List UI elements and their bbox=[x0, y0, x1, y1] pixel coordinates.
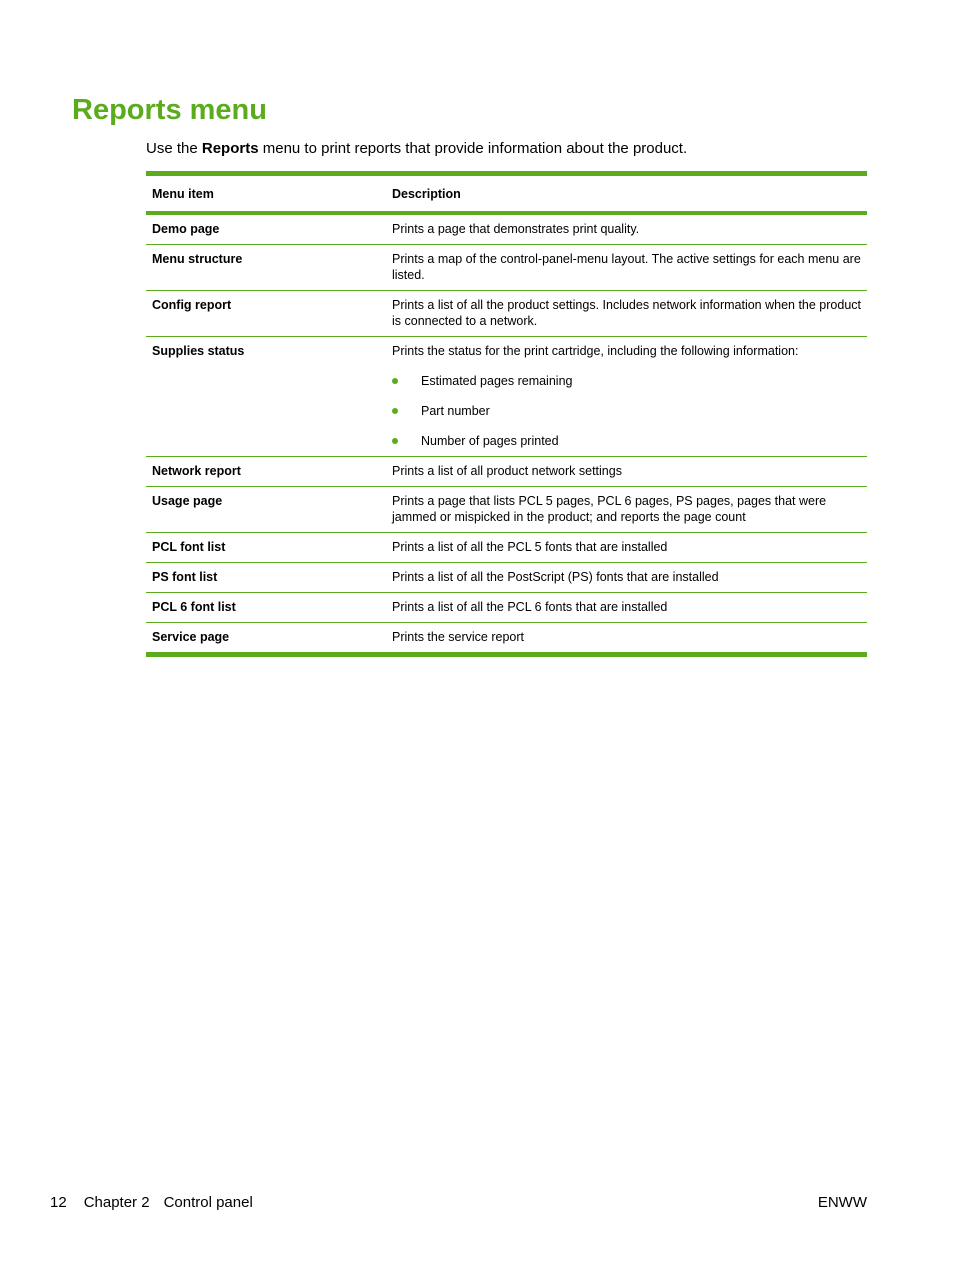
menu-item-cell: Demo page bbox=[152, 222, 220, 236]
intro-text-before: Use the bbox=[146, 140, 202, 157]
footer-right-label: ENWW bbox=[817, 1194, 867, 1211]
table-row bbox=[146, 291, 867, 337]
header-description: Description bbox=[392, 187, 461, 201]
footer-left bbox=[50, 1193, 253, 1213]
table-row bbox=[146, 337, 867, 457]
menu-item-cell: PCL 6 font list bbox=[152, 600, 236, 614]
description-text: Prints the status for the print cartridge, including the following information: bbox=[392, 344, 799, 358]
description-cell: Prints a list of all the PostScript (PS) fonts that are installed bbox=[392, 570, 719, 584]
bullet-text: Estimated pages remaining bbox=[421, 374, 573, 388]
footer-section: Control panel bbox=[163, 1194, 253, 1211]
description-cell: Prints a map of the control-panel-menu layout. The active settings for each menu are listed. bbox=[392, 252, 861, 282]
list-item bbox=[392, 403, 863, 419]
menu-item-cell: Config report bbox=[152, 298, 232, 312]
bullet-icon bbox=[392, 438, 398, 444]
bullet-icon bbox=[392, 408, 398, 414]
table-row bbox=[146, 487, 867, 533]
page-number: 12 bbox=[50, 1194, 67, 1211]
menu-item-cell: Service page bbox=[152, 630, 230, 644]
table-row bbox=[146, 457, 867, 487]
page-title: Reports menu bbox=[72, 94, 267, 126]
description-cell: Prints a page that lists PCL 5 pages, PCL 6 pages, PS pages, pages that were jammed or mispicked in the product; and reports the page count bbox=[392, 494, 827, 524]
footer-chapter: Chapter 2 bbox=[83, 1194, 150, 1211]
bullet-icon bbox=[392, 378, 398, 384]
table-row bbox=[146, 593, 867, 623]
table-header-row bbox=[146, 174, 867, 214]
bullet-list bbox=[392, 373, 863, 449]
menu-item-cell: PCL font list bbox=[152, 540, 226, 554]
table-row bbox=[146, 623, 867, 655]
table-row bbox=[146, 563, 867, 593]
menu-item-cell: Network report bbox=[152, 464, 241, 478]
reports-table bbox=[146, 171, 867, 657]
description-cell: Prints a list of all product network settings bbox=[392, 464, 622, 478]
description-cell bbox=[386, 337, 867, 457]
description-cell: Prints the service report bbox=[392, 630, 524, 644]
intro-text-after: menu to print reports that provide information about the product. bbox=[258, 140, 688, 157]
list-item bbox=[392, 433, 863, 449]
description-cell: Prints a page that demonstrates print quality. bbox=[392, 222, 640, 236]
bullet-text: Number of pages printed bbox=[421, 434, 559, 448]
table-row bbox=[146, 213, 867, 245]
table-row bbox=[146, 533, 867, 563]
description-cell: Prints a list of all the product settings. Includes network information when the product is connected to a network. bbox=[392, 298, 861, 328]
description-cell: Prints a list of all the PCL 6 fonts that are installed bbox=[392, 600, 668, 614]
menu-item-cell: Menu structure bbox=[152, 252, 243, 266]
list-item bbox=[392, 373, 863, 389]
intro-bold-menu-name: Reports bbox=[201, 140, 259, 157]
header-menu-item: Menu item bbox=[152, 187, 214, 201]
reports-table-container bbox=[146, 171, 867, 657]
menu-item-cell: Supplies status bbox=[152, 344, 245, 358]
bullet-text: Part number bbox=[421, 404, 490, 418]
intro-paragraph bbox=[146, 139, 687, 159]
menu-item-cell: PS font list bbox=[152, 570, 218, 584]
menu-item-cell: Usage page bbox=[152, 494, 223, 508]
description-cell: Prints a list of all the PCL 5 fonts that are installed bbox=[392, 540, 668, 554]
table-row bbox=[146, 245, 867, 291]
